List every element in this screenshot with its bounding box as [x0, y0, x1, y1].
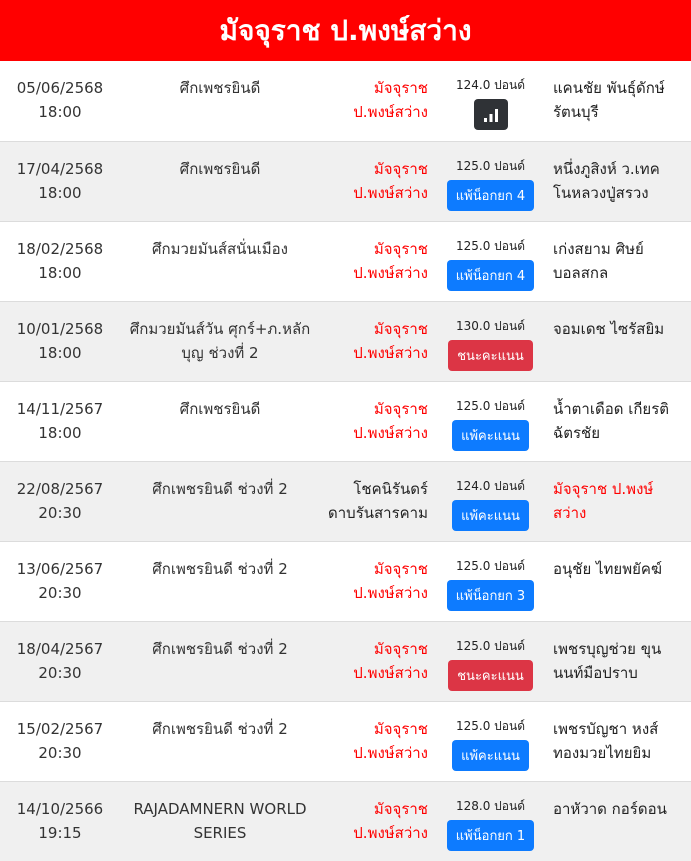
left-fighter-name[interactable]	[320, 382, 428, 445]
fighter-name-line: เก่งสยาม ศิษย์	[553, 240, 644, 258]
fight-row[interactable]	[0, 301, 691, 381]
date-text: 05/06/2568	[16, 79, 104, 97]
event-name[interactable]: ศึกเพชรยินดี ช่วงที่ 2	[152, 720, 288, 738]
fighter-name-line: บอลสกล	[553, 264, 609, 282]
fighter-name-line: เพชรบุญช่วย ขุน	[553, 640, 662, 658]
event-name[interactable]: ศึกเพชรยินดี ช่วงที่ 2	[152, 560, 288, 578]
weight-label: 125.0 ปอนด์	[456, 399, 525, 413]
fight-date	[0, 61, 120, 124]
fight-date	[0, 702, 120, 765]
time-text: 18:00	[38, 344, 82, 362]
fight-date	[0, 382, 120, 445]
left-fighter-name[interactable]	[320, 622, 428, 685]
weight-label: 125.0 ปอนด์	[456, 559, 525, 573]
left-fighter-name[interactable]	[320, 782, 428, 845]
left-fighter-name[interactable]	[320, 542, 428, 605]
date-text: 13/06/2567	[16, 560, 104, 578]
result-badge[interactable]: แพ้น็อกยก 4	[447, 260, 534, 291]
event-name[interactable]: RAJADAMNERN WORLD SERIES	[133, 800, 307, 842]
fight-date	[0, 782, 120, 845]
fight-result	[428, 622, 553, 691]
fighter-name-line: มัจจุราช	[373, 240, 428, 258]
fighter-name-line: ป.พงษ์สว่าง	[353, 584, 428, 602]
fighter-name-line: ทองมวยไทยยิม	[553, 744, 652, 762]
left-fighter-name[interactable]	[320, 142, 428, 205]
fighter-name-line: จอมเดช ไซรัสยิม	[553, 320, 665, 338]
fighter-name-line: ฉัตรชัย	[553, 424, 600, 442]
fighter-name-line: มัจจุราช	[373, 640, 428, 658]
left-fighter-name[interactable]	[320, 222, 428, 285]
fight-row[interactable]	[0, 381, 691, 461]
fight-list	[0, 61, 691, 861]
date-text: 10/01/2568	[16, 320, 104, 338]
right-fighter-name[interactable]	[553, 61, 691, 124]
left-fighter-name[interactable]	[320, 302, 428, 365]
fighter-name-line: โชคนิรันดร์	[353, 480, 428, 498]
time-text: 18:00	[38, 103, 82, 121]
result-badge[interactable]: แพ้น็อกยก 1	[447, 820, 534, 851]
time-text: 19:15	[38, 824, 82, 842]
fight-date	[0, 142, 120, 205]
fighter-name-line: มัจจุราช	[373, 800, 428, 818]
right-fighter-name[interactable]	[553, 542, 691, 581]
fighter-name-line: ป.พงษ์สว่าง	[353, 264, 428, 282]
fighter-name-line: เพชรบัญชา หงส์	[553, 720, 659, 738]
date-text: 15/02/2567	[16, 720, 104, 738]
date-text: 14/11/2567	[16, 400, 104, 418]
fighter-name-line: สว่าง	[553, 504, 587, 522]
weight-label: 128.0 ปอนด์	[456, 799, 525, 813]
fight-result	[428, 702, 553, 771]
right-fighter-name[interactable]	[553, 222, 691, 285]
fight-result	[428, 142, 553, 211]
right-fighter-name[interactable]	[553, 302, 691, 341]
event-name[interactable]: ศึกมวยมันส์สนั่นเมือง	[151, 240, 288, 258]
result-badge[interactable]: ชนะคะแนน	[448, 660, 533, 691]
fight-row[interactable]	[0, 221, 691, 301]
fighter-name-line: มัจจุราช	[373, 79, 428, 97]
fight-row[interactable]	[0, 701, 691, 781]
right-fighter-name[interactable]	[553, 462, 691, 525]
time-text: 20:30	[38, 504, 82, 522]
fight-row[interactable]	[0, 781, 691, 861]
fighter-name-line: ป.พงษ์สว่าง	[353, 744, 428, 762]
fight-date	[0, 462, 120, 525]
weight-label: 124.0 ปอนด์	[456, 479, 525, 493]
time-text: 18:00	[38, 264, 82, 282]
fighter-name-line: อาหัวาด กอร์ดอน	[553, 800, 667, 818]
event-name[interactable]: ศึกเพชรยินดี ช่วงที่ 2	[152, 480, 288, 498]
fight-result	[428, 222, 553, 291]
fight-row[interactable]	[0, 461, 691, 541]
event-name[interactable]: ศึกเพชรยินดี ช่วงที่ 2	[152, 640, 288, 658]
result-badge[interactable]: แพ้น็อกยก 3	[447, 580, 534, 611]
fight-date	[0, 222, 120, 285]
date-text: 17/04/2568	[16, 160, 104, 178]
time-text: 20:30	[38, 584, 82, 602]
fight-result	[428, 542, 553, 611]
right-fighter-name[interactable]	[553, 782, 691, 821]
weight-label: 124.0 ปอนด์	[456, 78, 525, 92]
fight-date	[0, 542, 120, 605]
left-fighter-name[interactable]	[320, 61, 428, 124]
fighter-name-line: โนหลวงปู่สรวง	[553, 184, 649, 202]
right-fighter-name[interactable]	[553, 622, 691, 685]
fighter-name-line: รัตนบุรี	[553, 103, 599, 121]
fighter-name-line: มัจจุราช	[373, 160, 428, 178]
date-text: 22/08/2567	[16, 480, 104, 498]
fight-row[interactable]	[0, 61, 691, 141]
fighter-name-line: ป.พงษ์สว่าง	[353, 824, 428, 842]
event-name[interactable]: ศึกเพชรยินดี	[179, 79, 261, 97]
fighter-name-line: หนึ่งภูสิงห์ ว.เทค	[553, 160, 660, 178]
weight-label: 125.0 ปอนด์	[456, 239, 525, 253]
fighter-name-line: มัจจุราช ป.พงษ์	[553, 480, 654, 498]
fighter-name-line: ป.พงษ์สว่าง	[353, 424, 428, 442]
left-fighter-name[interactable]	[320, 702, 428, 765]
fight-row[interactable]	[0, 141, 691, 221]
fighter-name-line: แคนชัย พันธุ์ดักษ์	[553, 79, 665, 97]
result-badge[interactable]: แพ้คะแนน	[452, 420, 529, 451]
fighter-name-line: ป.พงษ์สว่าง	[353, 664, 428, 682]
right-fighter-name[interactable]	[553, 702, 691, 765]
time-text: 18:00	[38, 184, 82, 202]
date-text: 18/02/2568	[16, 240, 104, 258]
result-badge[interactable]: แพ้คะแนน	[452, 740, 529, 771]
page-title: มัจจุราช ป.พงษ์สว่าง	[219, 13, 472, 47]
result-badge[interactable]: ชนะคะแนน	[448, 340, 533, 371]
fighter-name-line: ป.พงษ์สว่าง	[353, 184, 428, 202]
event-name[interactable]: ศึกมวยมันส์วัน ศุกร์+ภ.หลักบุญ ช่วงที่ 2	[129, 320, 311, 362]
fighter-name-line: ป.พงษ์สว่าง	[353, 103, 428, 121]
time-text: 18:00	[38, 424, 82, 442]
weight-label: 125.0 ปอนด์	[456, 159, 525, 173]
page-header	[0, 0, 691, 61]
fight-row[interactable]	[0, 621, 691, 701]
fighter-name-line: น้ำตาเดือด เกียรติ	[553, 400, 670, 418]
fighter-name-line: อนุชัย ไทยพยัคฆ์	[553, 560, 663, 578]
fight-result	[428, 61, 553, 130]
fight-result	[428, 302, 553, 371]
time-text: 20:30	[38, 744, 82, 762]
fight-result	[428, 782, 553, 851]
weight-label: 125.0 ปอนด์	[456, 719, 525, 733]
date-text: 14/10/2566	[16, 800, 104, 818]
right-fighter-name[interactable]	[553, 382, 691, 445]
fighter-name-line: ดาบรันสารคาม	[328, 504, 428, 522]
stats-chart-icon[interactable]	[474, 99, 508, 130]
fighter-name-line: มัจจุราช	[373, 320, 428, 338]
result-badge[interactable]: แพ้คะแนน	[452, 500, 529, 531]
weight-label: 125.0 ปอนด์	[456, 639, 525, 653]
event-name[interactable]: ศึกเพชรยินดี	[179, 160, 261, 178]
right-fighter-name[interactable]	[553, 142, 691, 205]
time-text: 20:30	[38, 664, 82, 682]
left-fighter-name[interactable]	[320, 462, 428, 525]
fighter-name-line: มัจจุราช	[373, 400, 428, 418]
date-text: 18/04/2567	[16, 640, 104, 658]
fight-result	[428, 382, 553, 451]
fighter-name-line: นนท์มือปราบ	[553, 664, 638, 682]
fight-result	[428, 462, 553, 531]
event-name[interactable]: ศึกเพชรยินดี	[179, 400, 261, 418]
fight-row[interactable]	[0, 541, 691, 621]
fighter-name-line: มัจจุราช	[373, 720, 428, 738]
result-badge[interactable]: แพ้น็อกยก 4	[447, 180, 534, 211]
weight-label: 130.0 ปอนด์	[456, 319, 525, 333]
fight-date	[0, 622, 120, 685]
fighter-name-line: ป.พงษ์สว่าง	[353, 344, 428, 362]
fighter-name-line: มัจจุราช	[373, 560, 428, 578]
fight-date	[0, 302, 120, 365]
